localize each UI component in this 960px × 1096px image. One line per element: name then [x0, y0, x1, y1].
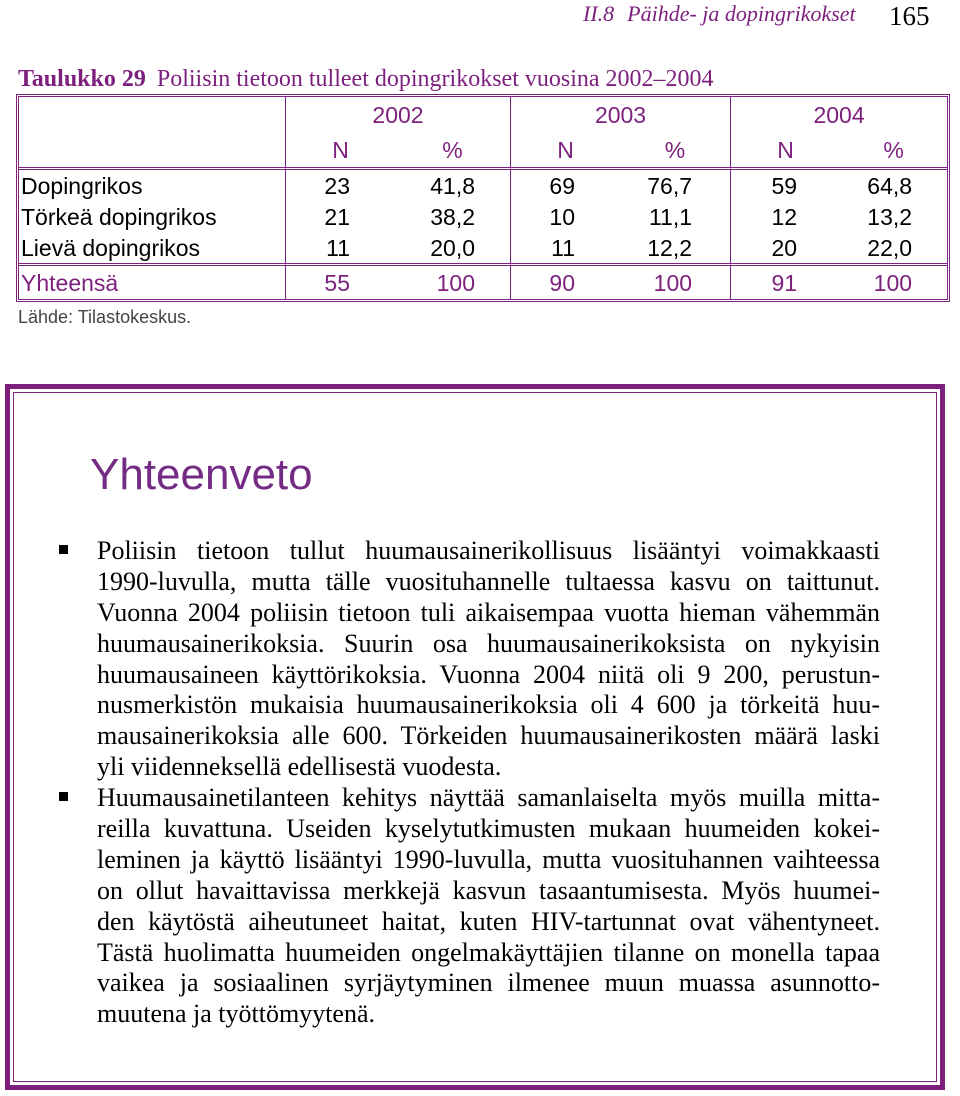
total-value: 91	[730, 263, 840, 299]
running-header	[583, 0, 856, 28]
paragraph-line: leminen ja käyttö lisääntyi 1990-luvulla, mutta vuosituhannen vaihteessa	[97, 844, 880, 874]
cell-value: 20	[730, 232, 840, 263]
cell-value: 38,2	[430, 203, 476, 230]
table-subheader-row	[19, 133, 947, 170]
table-number: Taulukko 29	[18, 66, 146, 92]
total-value: 55	[285, 263, 395, 299]
summary-box	[5, 384, 945, 1090]
table-caption	[18, 65, 714, 93]
cell-value: 11,1	[648, 203, 693, 230]
column-header-n: N	[730, 133, 840, 170]
paragraph-line: 1990-luvulla, mutta tälle vuosituhannelle tultaessa kasvu on taittunut.	[97, 566, 880, 596]
summary-title: Yhteenveto	[90, 450, 313, 499]
paragraph-line: yli viidenneksellä edellisestä vuodesta.	[97, 752, 502, 782]
row-label: Dopingrikos	[21, 172, 143, 199]
total-value: 100	[840, 263, 947, 299]
paragraph-line: vaikea ja sosiaalinen syrjäytyminen ilmenee muun muassa asunnotto-	[97, 968, 880, 998]
column-header-percent: %	[620, 133, 730, 170]
cell-value: 20,0	[430, 234, 476, 261]
row-label: Lievä dopingrikos	[21, 234, 201, 261]
paragraph-line: reilla kuvattuna. Useiden kyselytutkimusten mukaan huumeiden kokei-	[97, 814, 880, 844]
year-header-2003: 2003	[510, 97, 730, 133]
paragraph-line: Tästä huolimatta huumeiden ongelmakäyttäjien tilanne on monella tapaa	[97, 937, 880, 967]
summary-bullet-list	[97, 536, 880, 1030]
column-header-n: N	[510, 133, 620, 170]
paragraph-line: mausainerikoksia alle 600. Törkeiden huumausainerikosten määrä laski	[97, 721, 880, 751]
table-total-row	[19, 263, 947, 299]
total-value: 90	[510, 263, 620, 299]
page-number: 165	[889, 1, 930, 31]
cell-value: 76,7	[647, 172, 693, 199]
bullet-item	[97, 783, 880, 1030]
cell-value: 12	[730, 201, 840, 232]
cell-value: 41,8	[430, 172, 476, 199]
cell-value: 21	[285, 201, 395, 232]
cell-value: 59	[730, 170, 840, 201]
cell-value: 11	[285, 232, 395, 263]
cell-value: 69	[510, 170, 620, 201]
column-header-percent: %	[840, 133, 947, 170]
row-label: Törkeä dopingrikos	[21, 203, 217, 230]
cell-value: 10	[510, 201, 620, 232]
bullet-item	[97, 536, 880, 783]
total-value: 100	[620, 263, 730, 299]
cell-value: 11	[510, 232, 620, 263]
square-bullet-icon	[59, 792, 68, 801]
paragraph-line: huumausainerikoksia. Suurin osa huumausainerikoksista on nykyisin	[97, 628, 880, 658]
table-row	[19, 232, 947, 263]
year-header-2002: 2002	[285, 97, 510, 133]
table-year-header-row	[19, 97, 947, 133]
total-label: Yhteensä	[19, 263, 285, 299]
square-bullet-icon	[59, 545, 68, 554]
total-value: 100	[395, 263, 510, 299]
section-number: II.8	[583, 1, 615, 26]
paragraph-line: huumausaineen käyttörikoksia. Vuonna 2004 niitä oli 9 200, perustun-	[97, 659, 880, 689]
cell-value: 13,2	[867, 203, 913, 230]
table-row	[19, 201, 947, 232]
cell-value: 64,8	[867, 172, 913, 199]
column-header-percent: %	[395, 133, 510, 170]
table-title: Poliisin tietoon tulleet dopingrikokset vuosina 2002–2004	[156, 66, 714, 92]
column-header-n: N	[285, 133, 395, 170]
paragraph-line: Vuonna 2004 poliisin tietoon tuli aikaisempaa vuotta hieman vähemmän	[97, 597, 880, 627]
paragraph-line: den käytöstä aiheutuneet haitat, kuten HIV-tartunnat ovat vähentyneet.	[97, 906, 880, 936]
table-row	[19, 170, 947, 201]
data-table	[16, 94, 950, 302]
paragraph-line: Huumausainetilanteen kehitys näyttää samanlaiselta myös muilla mitta-	[97, 783, 880, 813]
table-corner-cell	[19, 133, 285, 170]
paragraph-line: muutena ja työttömyytenä.	[97, 999, 375, 1029]
table-corner-cell	[19, 97, 285, 133]
section-title: Päihde- ja dopingrikokset	[627, 1, 856, 26]
data-table-grid	[19, 97, 947, 299]
paragraph-line: Poliisin tietoon tullut huumausainerikollisuus lisääntyi voimakkaasti	[97, 536, 880, 565]
cell-value: 12,2	[647, 234, 693, 261]
paragraph-line: on ollut havaittavissa merkkejä kasvun tasaantumisesta. Myös huumei-	[97, 875, 880, 905]
table-source-note: Lähde: Tilastokeskus.	[18, 307, 192, 327]
paragraph-line: nusmerkistön mukaisia huumausainerikoksia oli 4 600 ja törkeitä huu-	[97, 690, 880, 720]
cell-value: 22,0	[867, 234, 913, 261]
year-header-2004: 2004	[730, 97, 947, 133]
cell-value: 23	[285, 170, 395, 201]
